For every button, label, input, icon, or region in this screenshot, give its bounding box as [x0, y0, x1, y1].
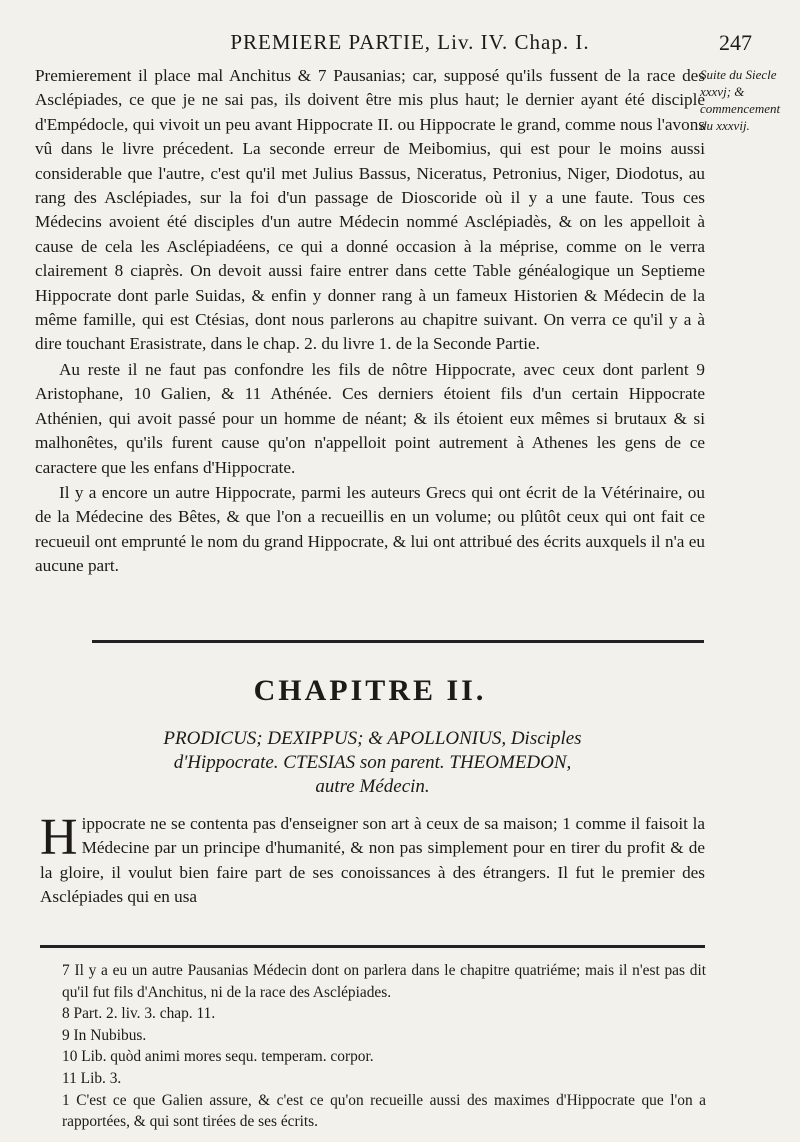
chapter-text: [40, 809, 705, 910]
chapter-title: CHAPITRE II.: [253, 674, 487, 707]
page-number: 247: [719, 30, 752, 55]
paragraph-1: Premierement il place mal Anchitus & 7 Pausanias; car, supposé qu'ils fussent de la race des Asclépiades, ce que je ne sai pas, ils doivent être mis plus haut; le dernier ayant été disciple d'Empédocle, qui vivoit un peu avant Hippocrate II. ou Hippocrate le grand, comme nous l'avons vû dans le livre précedent. La seconde erreur de Meibomius, qui est pour le moins aussi considerable que l'autre, c'est qu'il met Julius Bassus, Niceratus, Petronius, Niger, Diodotus, au rang des Asclépiades, sur la foi d'un passage de Dioscoride où il y a une faute. Tous ces Médecins avoient été disciples d'un autre Médecin nommé Asclépiadès, & on les appelloit à cause de cela les Asclépiadéens, ce qui a donné occasion à la méprise, comme on le verra clairement 8 ciaprès. On devoit aussi faire entrer dans cette Table généalogique un Septieme Hippocrate dont parle Suidas, & enfin y donner rang à un fameux Historien & Médecin de la même famille, qui est Ctésias, dont nous parlerons au chapitre suivant. On verra ce qu'il y a à dire touchant Erasistrate, dans le chap. 2. du livre 1. de la Seconde Partie.: [35, 66, 705, 354]
margin-note: Suite du Siecle xxxvj; & commencement du xxxvij.: [700, 67, 781, 133]
footnote: 9 In Nubibus.: [62, 1026, 147, 1044]
footnote-divider: [40, 945, 705, 948]
subheading-line-2: d'Hippocrate. CTESIAS son parent. THEOMEDON,: [173, 752, 572, 773]
chapter-subheading: [40, 727, 705, 799]
drop-cap: H: [40, 809, 78, 866]
main-text: [35, 64, 705, 580]
footnote: 10 Lib. quòd animi mores sequ. temperam. corpor.: [62, 1048, 374, 1066]
subheading-line-3: autre Médecin.: [315, 776, 430, 797]
footnote: 8 Part. 2. liv. 3. chap. 11.: [62, 1005, 216, 1023]
footnote: 1 C'est ce que Galien assure, & c'est ce qu'on recueille aussi des maximes d'Hippocrate que l'on a rapportées, & qui sont tirées de ses écrits.: [62, 1091, 706, 1131]
footnote: 11 Lib. 3.: [62, 1069, 122, 1087]
chapter-paragraph: ippocrate ne se contenta pas d'enseigner son art à ceux de sa maison; 1 comme il faisoit la Médecine par un principe d'humanité, & non pas simplement pour en tirer du profit & de la gloire, il voulut bien faire part de ses conoissances à des étrangers. Il fut le premier des Asclépiades qui en usa: [40, 814, 705, 907]
subheading-line-1: PRODICUS; DEXIPPUS; & APOLLONIUS, Disciples: [163, 728, 582, 749]
paragraph-2: Au reste il ne faut pas confondre les fils de nôtre Hippocrate, avec ceux dont parlent 9 Aristophane, 10 Galien, & 11 Athénée. Ces derniers étoient fils d'un certain Hippocrate Athénien, qui avoit passé pour un homme de néant; & ils étoient eux mêmes si brutaux & si malhonêtes, qu'ils furent cause qu'on n'appelloit point autrement à Athenes les gens de ce caractere que les enfans d'Hippocrate.: [35, 359, 705, 477]
running-title: PREMIERE PARTIE, Liv. IV. Chap. I.: [230, 30, 590, 54]
footnote: 7 Il y a eu un autre Pausanias Médecin dont on parlera dans le chapitre quatriéme; mais il n'est pas dit qu'il fut fils d'Anchitus, ni de la race des Asclépiades.: [62, 962, 706, 1001]
chapter-divider-top: [92, 640, 704, 643]
paragraph-3: Il y a encore un autre Hippocrate, parmi les auteurs Grecs qui ont écrit de la Vétérinaire, ou de la Médecine des Bêtes, & que l'on a recueillis en un volume; ou plûtôt ceux qui ont fait ce recueuil ont emprunté le nom du grand Hippocrate, & lui ont attribué des écrits auxquels il n'a eu aucune part.: [35, 482, 705, 576]
footnotes: [38, 960, 706, 1133]
